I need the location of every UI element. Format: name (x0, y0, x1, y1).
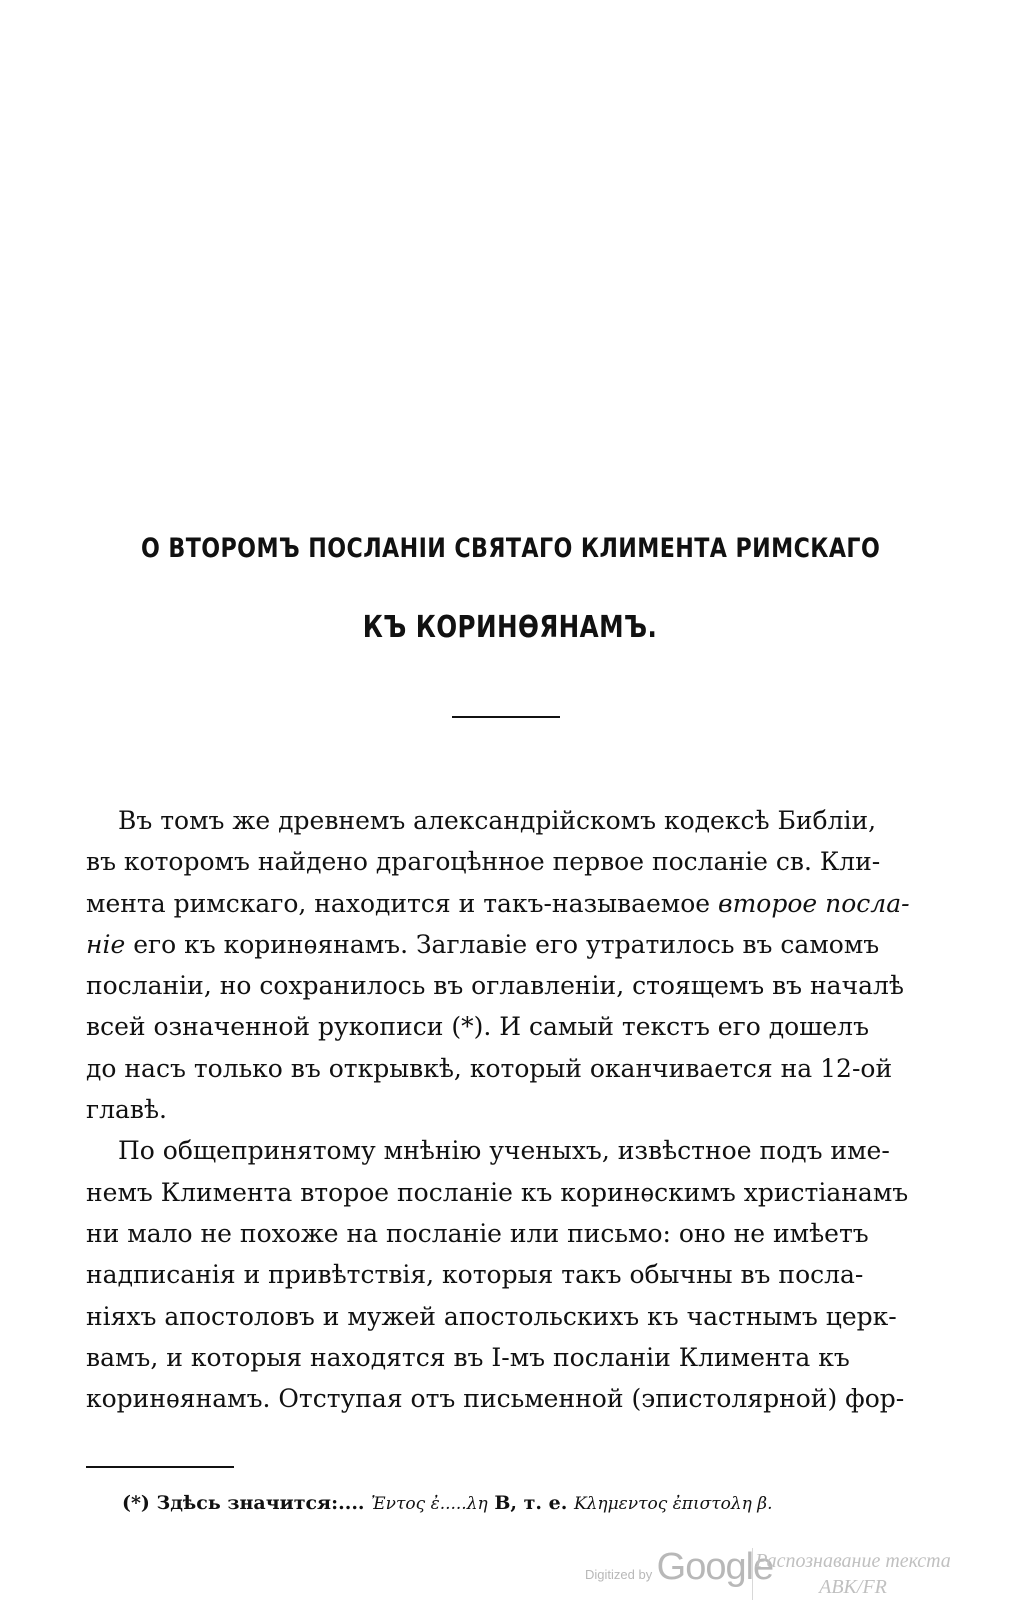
heading-divider (452, 716, 560, 718)
body-line: немъ Климента второе посланіе къ коринѳскимъ христіанамъ (86, 1177, 909, 1207)
body-line: ни мало не похоже на посланіе или письмо: оно не имѣетъ (86, 1218, 869, 1248)
body-line: до насъ только въ открывкѣ, который оканчивается на 12-ой (86, 1053, 893, 1083)
body-line-text: мента римскаго, находится и такъ-называемое (86, 888, 711, 918)
footnote-divider (86, 1466, 234, 1468)
body-line: По общепринятому мнѣнію ученыхъ, извѣстное подъ име- (118, 1136, 890, 1166)
google-logo: Google (656, 1546, 774, 1588)
body-line: коринѳянамъ. Отступая отъ письменной (эпистолярной) фор- (86, 1384, 905, 1414)
ocr-watermark-line: ABK/FR (819, 1576, 887, 1598)
footnote-mark: (*) (122, 1492, 150, 1514)
heading-line-1: О ВТОРОМЪ ПОСЛАНІИ СВЯТАГО КЛИМЕНТА РИМСКАГО (141, 533, 881, 564)
footnote (122, 1492, 772, 1514)
body-line-text: его къ коринѳянамъ. Заглавіе его утратилось въ самомъ (133, 929, 880, 959)
body-line: вамъ, и которыя находятся въ I-мъ посланіи Климента къ (86, 1342, 850, 1372)
heading-line-2: КЪ КОРИНѲЯНАМЪ. (362, 610, 658, 645)
google-watermark (585, 1546, 773, 1589)
body-line (86, 924, 934, 965)
footnote-text: В, т. е. (494, 1492, 568, 1514)
body-line: всей означенной рукописи (*). И самый текстъ его дошелъ (86, 1012, 869, 1042)
italic-title: ніе (86, 929, 126, 959)
body-line: главѣ. (86, 1095, 167, 1125)
footnote-greek: Κλημεντος ἐπιστολη β. (573, 1494, 773, 1514)
footnote-greek: Ἐντος ἐ.....λη (371, 1494, 488, 1514)
ocr-watermark-line: Распознавание текста (755, 1550, 951, 1572)
body-line: ніяхъ апостоловъ и мужей апостольскихъ къ частнымъ церк- (86, 1301, 897, 1331)
body-line: посланіи, но сохранилось въ оглавленіи, стоящемъ въ началѣ (86, 971, 904, 1001)
body-line: Въ томъ же древнемъ александрійскомъ кодексѣ Библіи, (118, 806, 877, 835)
body-text (86, 800, 934, 1419)
body-line: надписанія и привѣтствія, которыя такъ обычны въ посла- (86, 1260, 864, 1290)
body-line: въ которомъ найдено драгоцѣнное первое посланіе св. Кли- (86, 847, 881, 877)
italic-title: второе посла- (718, 888, 910, 918)
body-line (86, 883, 934, 924)
digitized-by-text: Digitized by (585, 1567, 653, 1582)
footnote-text: Здѣсь значится:.... (156, 1492, 365, 1514)
ocr-watermark (752, 1548, 953, 1600)
